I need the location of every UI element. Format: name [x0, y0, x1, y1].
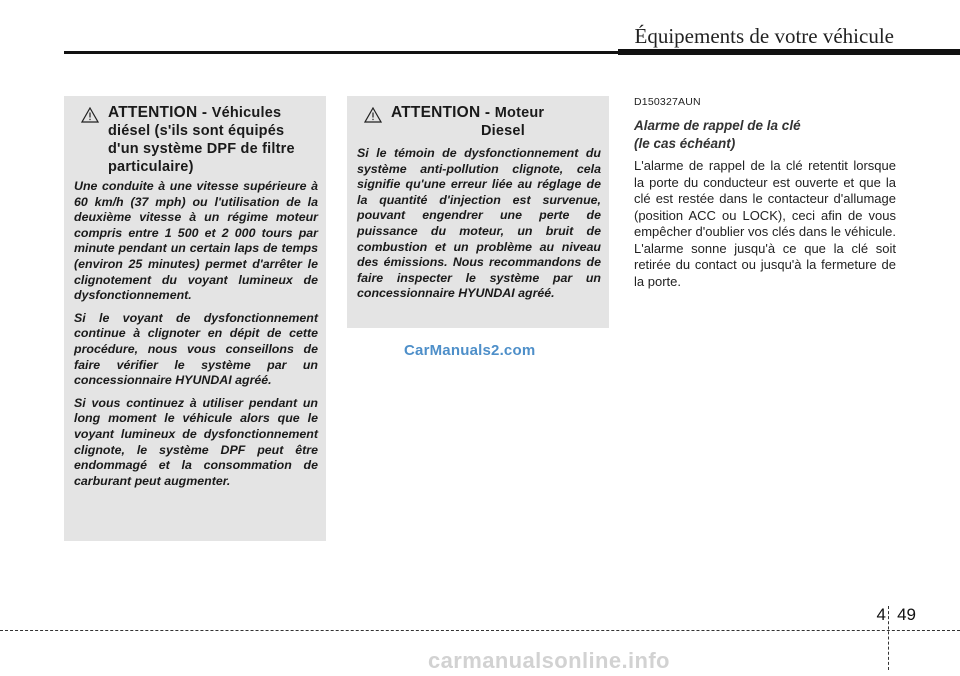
- warning-paragraph: Si le voyant de dysfonctionnement continue à clignoter en dépit de cette procédure, nous vous conseillons de faire vérifier le système par un concessionnaire HYUNDAI agréé.: [74, 310, 318, 388]
- warning-heading: [74, 104, 318, 176]
- warning-triangle-icon: [364, 107, 382, 123]
- warning-heading: [357, 104, 601, 140]
- warning-title-line1: Moteur: [494, 105, 545, 121]
- carmanuals-watermark: CarManuals2.com: [404, 342, 536, 359]
- warning-box-dpf: [64, 96, 326, 541]
- section-code: D150327AUN: [634, 96, 701, 108]
- header-tab-bar: [618, 49, 960, 55]
- warning-paragraph: Si vous continuez à utiliser pendant un long moment le véhicule alors que le voyant lumineux de dysfonctionnement clignote, le système DPF peut être endommagé et la consommation de carburant peut augmenter.: [74, 395, 318, 488]
- warning-label: ATTENTION -: [391, 104, 491, 121]
- warning-box-diesel: [347, 96, 609, 328]
- page-number-separator: [888, 606, 890, 670]
- site-watermark: carmanualsonline.info: [428, 648, 670, 673]
- section-heading: [634, 117, 896, 153]
- warning-paragraph: Une conduite à une vitesse supérieure à 60 km/h (37 mph) ou l'utilisation de la deuxième vitesse à un régime moteur compris entre 1 500 et 2 000 tours par minute pendant un certain laps de temps (environ 25 minutes) permet d'arrêter le clignotement du voyant lumineux de dysfonctionnement.: [74, 179, 318, 303]
- page-number: 49: [897, 605, 916, 624]
- warning-paragraph: Si le témoin de dysfonctionnement du système anti-pollution clignote, cela signifie qu'une erreur liée au réglage de la quantité d'injection est survenue, pouvant engendrer une perte de puissance du moteur, un bruit de combustion et un problème au niveau des émissions. Nous recommandons de faire inspecter le système par un concessionnaire HYUNDAI agréé.: [357, 146, 601, 301]
- warning-title-line2: Diesel: [481, 123, 525, 139]
- warning-title-rest: diésel (s'ils sont équipés d'un système DPF de filtre particulaire): [108, 123, 295, 175]
- footer-rule: [0, 630, 960, 631]
- warning-label: ATTENTION -: [108, 104, 208, 121]
- section-heading-line2: (le cas échéant): [634, 136, 736, 151]
- chapter-title: Équipements de votre véhicule: [634, 24, 894, 48]
- key-reminder-section: [634, 96, 896, 290]
- section-body: L'alarme de rappel de la clé retentit lorsque la porte du conducteur est ouverte et que la clé est restée dans le contacteur d'allumage (position ACC ou LOCK), ceci afin de vous empêcher d'oublier vos clés dans le véhicule. L'alarme sonne jusqu'à ce que la clé soit retirée du contact ou jusqu'à la fermeture de la porte.: [634, 158, 896, 289]
- section-heading-line1: Alarme de rappel de la clé: [634, 118, 801, 133]
- warning-triangle-icon: [81, 107, 99, 123]
- warning-title-line1: Véhicules: [211, 105, 282, 121]
- chapter-number: 4: [876, 605, 886, 624]
